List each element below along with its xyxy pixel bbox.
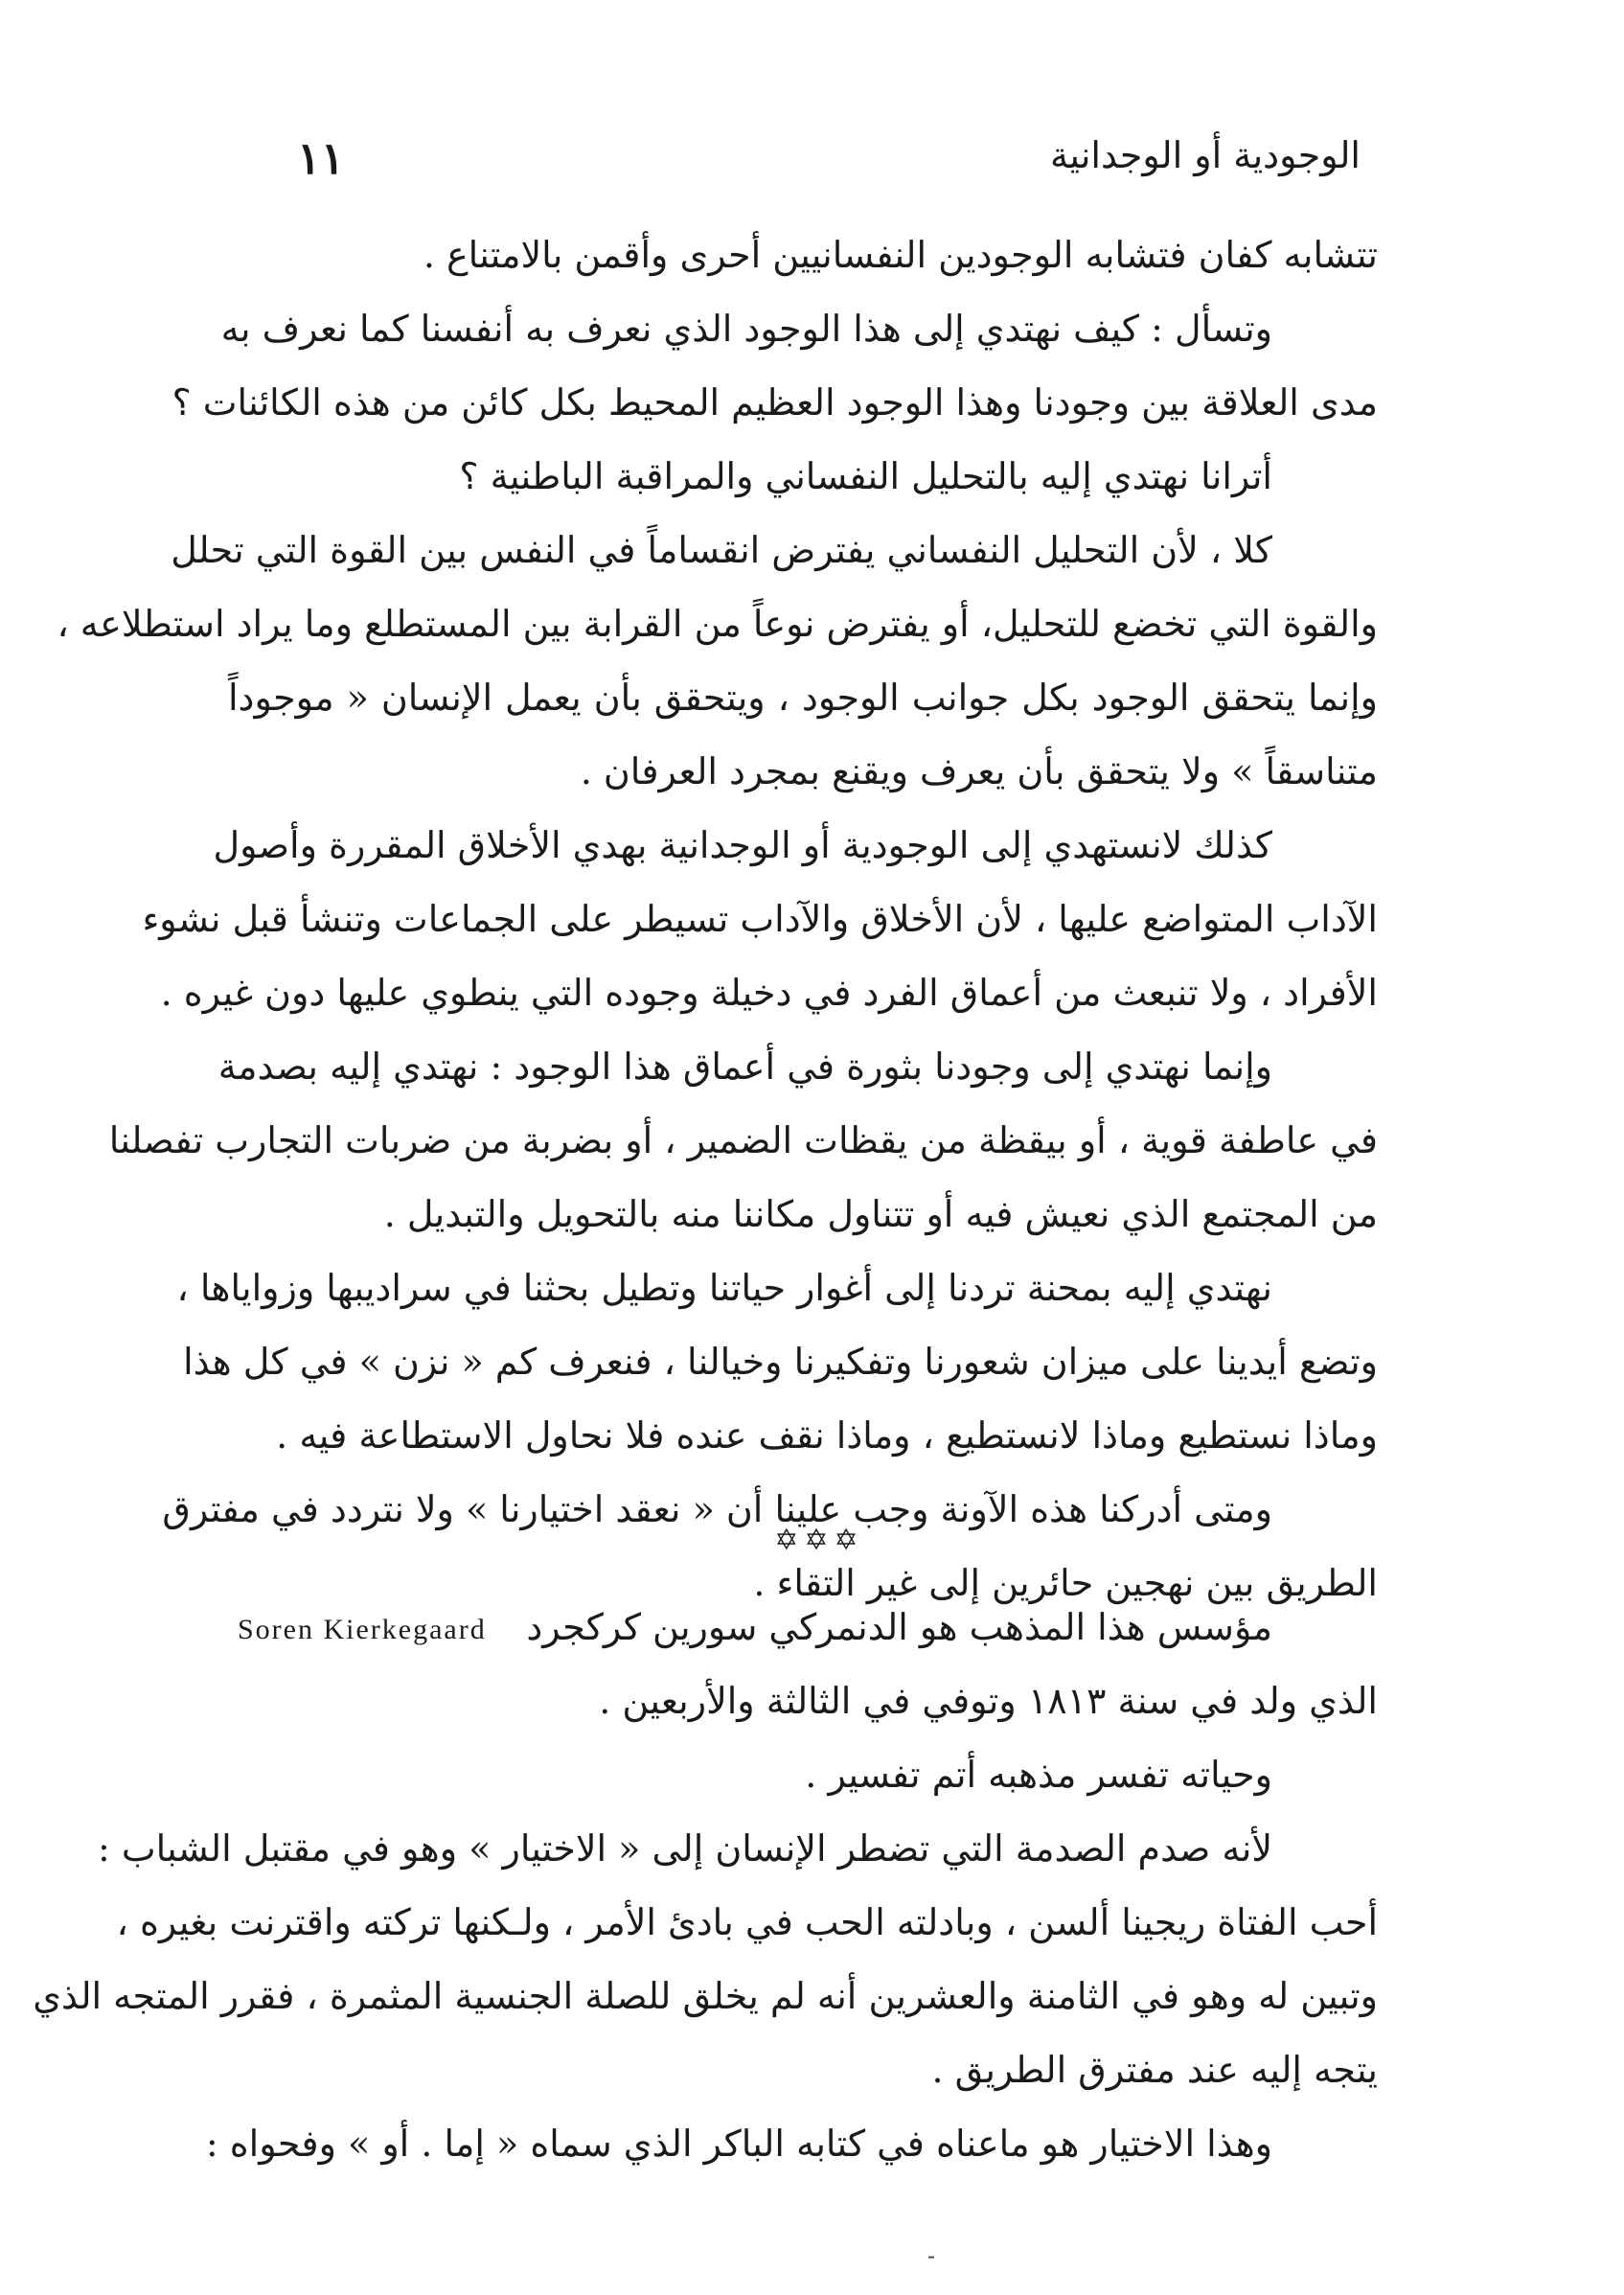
founder-line: مؤسس هذا المذهب هو الدنمركي سورين كركجرد — [526, 1606, 1272, 1648]
text-line: لأنه صدم الصدمة التي تضطر الإنسان إلى « الاختيار » وهو في مقتبل الشباب : — [97, 1827, 1272, 1870]
text-line: الآداب المتواضع عليها ، لأن الأخلاق والآداب تسيطر على الجماعات وتنشأ قبل نشوء — [142, 898, 1378, 940]
founder-row — [228, 1591, 1378, 1664]
text-line: مدى العلاقة بين وجودنا وهذا الوجود العظيم المحيط بكل كائن من هذه الكائنات ؟ — [172, 381, 1378, 424]
running-title: الوجودية أو الوجدانية — [1049, 134, 1361, 176]
text-line: متناسقاً » ولا يتحقق بأن يعرف ويقنع بمجرد العرفان . — [580, 750, 1378, 792]
text-line: يتجه إليه عند مفترق الطريق . — [931, 2049, 1378, 2091]
text-line: كلا ، لأن التحليل النفساني يفترض انقساماً في النفس بين القوة التي تحلل — [171, 529, 1272, 571]
main-text — [57, 218, 1378, 1620]
text-line: وإنما يتحقق الوجود بكل جوانب الوجود ، ويتحقق بأن يعمل الإنسان « موجوداً — [228, 677, 1378, 719]
text-line: أترانا نهتدي إليه بالتحليل النفساني والمراقبة الباطنية ؟ — [459, 455, 1272, 497]
text-line: الأفراد ، ولا تنبعث من أعماق الفرد في دخيلة وجوده التي ينطوي عليها دون غيره . — [160, 972, 1378, 1014]
text-line: في عاطفة قوية ، أو بيقظة من يقظات الضمير ، أو بضربة من ضربات التجارب تفصلنا — [108, 1119, 1378, 1161]
text-line: وتسأل : كيف نهتدي إلى هذا الوجود الذي نعرف به أنفسنا كما نعرف به — [220, 308, 1272, 350]
text-line: وهذا الاختيار هو ماعناه في كتابه الباكر الذي سماه « إما . أو » وفحواه : — [205, 2123, 1272, 2165]
text-line: من المجتمع الذي نعيش فيه أو تتناول مكاننا منه بالتحويل والتبديل . — [383, 1193, 1378, 1235]
text-line: وإنما نهتدي إلى وجودنا بثورة في أعماق هذا الوجود : نهتدي إليه بصدمة — [217, 1045, 1272, 1088]
text-line: وماذا نستطيع وماذا لانستطيع ، وماذا نقف عنده فلا نحاول الاستطاعة فيه . — [276, 1414, 1378, 1457]
section-biography — [33, 1591, 1378, 2181]
page-header — [287, 132, 1380, 190]
footer-mark: - — [927, 2242, 936, 2269]
section-separator: ✡✡✡ — [774, 1524, 864, 1557]
text-line: نهتدي إليه بمحنة تردنا إلى أغوار حياتنا وتطيل بحثنا في سراديبها وزواياها ، — [176, 1267, 1272, 1309]
text-line: الطريق بين نهجين حائرين إلى غير التقاء . — [753, 1562, 1378, 1604]
founder-latin-name: Soren Kierkegaard — [238, 1614, 487, 1645]
text-line: وتضع أيدينا على ميزان شعورنا وتفكيرنا وخيالنا ، فنعرف كم « نزن » في كل هذا — [183, 1341, 1378, 1383]
page-number: ١١ — [297, 132, 345, 184]
text-line: وتبين له وهو في الثامنة والعشرين أنه لم يخلق للصلة الجنسية المثمرة ، فقرر المتجه الذي — [33, 1975, 1378, 2017]
text-line: أحب الفتاة ريجينا ألسن ، وبادلته الحب في بادئ الأمر ، ولـكنها تركته واقترنت بغيره ، — [116, 1901, 1378, 1943]
text-line: وحياته تفسر مذهبه أتم تفسير . — [805, 1754, 1272, 1796]
text-line: والقوة التي تخضع للتحليل، أو يفترض نوعاً من القرابة بين المستطلع وما يراد استطلاعه ، — [57, 603, 1378, 645]
text-line: ومتى أدركنا هذه الآونة وجب علينا أن « نعقد اختيارنا » ولا نتردد في مفترق — [162, 1488, 1272, 1530]
text-line: كذلك لانستهدي إلى الوجودية أو الوجدانية بهدي الأخلاق المقررة وأصول — [213, 824, 1272, 866]
text-line: الذي ولد في سنة ١٨١٣ وتوفي في الثالثة والأربعين . — [599, 1680, 1378, 1722]
text-line: تتشابه كفان فتشابه الوجودين النفسانيين أحرى وأقمن بالامتناع . — [423, 234, 1378, 276]
